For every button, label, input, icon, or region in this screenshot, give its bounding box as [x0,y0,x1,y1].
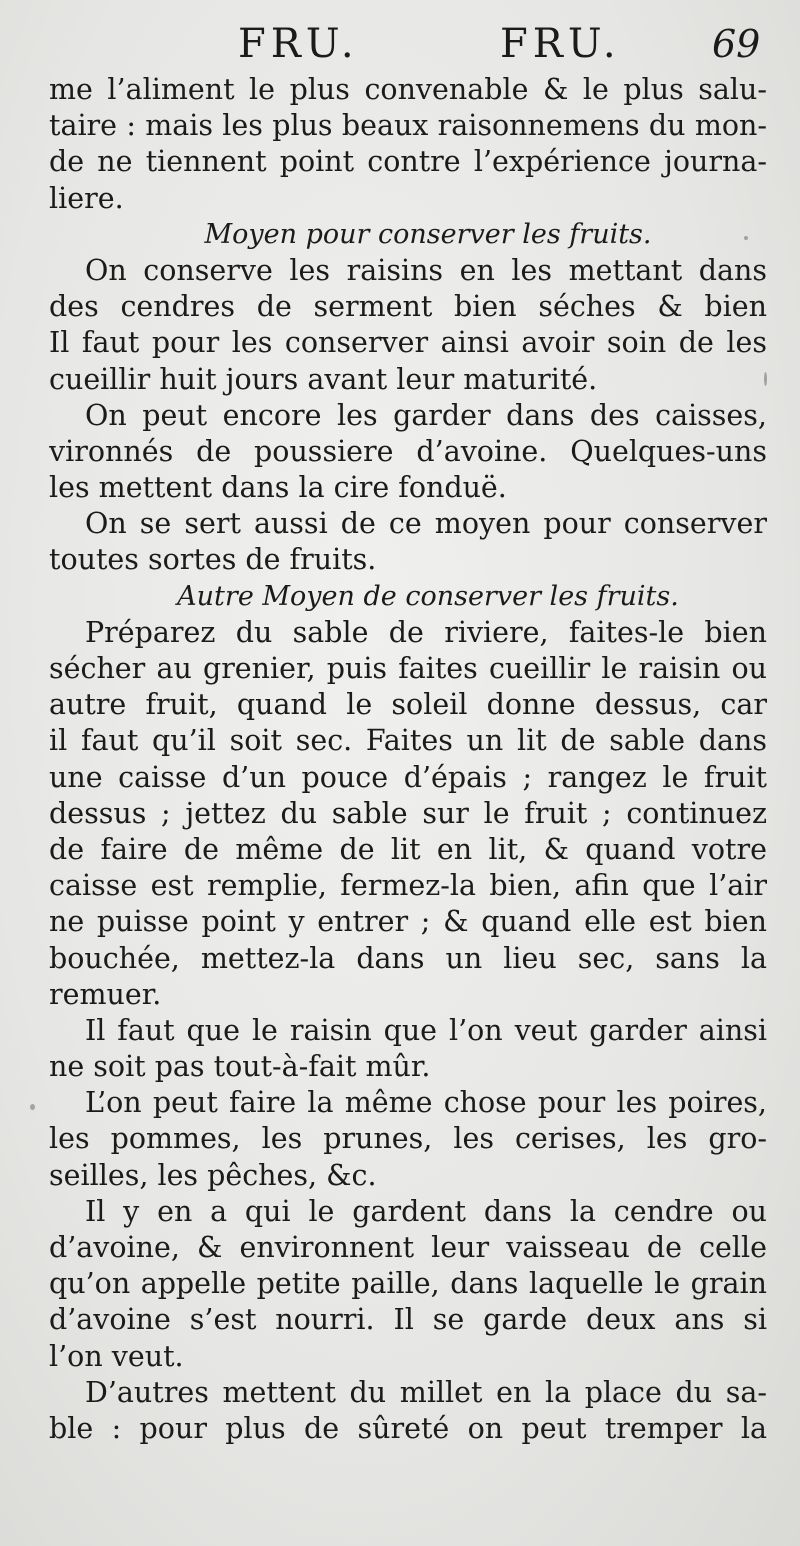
text-line: On conserve les raisins en les mettant dans [85,253,767,287]
text-line: ble : pour plus de sûreté on peut tremper la [49,1411,767,1445]
text-line: ne puisse point y entrer ; & quand elle est bien [49,905,767,939]
page-number: 69 [712,22,761,66]
text-line: de faire de même de lit en lit, & quand votre [49,832,767,866]
text-line: il faut qu’il soit sec. Faites un lit de sable dans [49,724,767,758]
text-line: l’on veut. [49,1339,184,1373]
text-line: D’autres mettent du millet en la place du sa- [85,1375,767,1409]
text-line: toutes sortes de fruits. [49,543,377,577]
header-right: FRU. [500,21,621,67]
text-line: liere. [49,181,124,215]
text-line: Il faut pour les conserver ainsi avoir soin de les [49,326,767,360]
page-body [49,72,767,1447]
running-header [0,14,800,74]
text-line: cueillir huit jours avant leur maturité. [49,362,598,396]
section-heading: Autre Moyen de conserver les fruits. [177,580,679,612]
ink-speck [764,372,767,386]
text-line: vironnés de poussiere d’avoine. Quelques-uns [49,434,767,468]
text-line: On se sert aussi de ce moyen pour conserver [85,507,767,541]
text-line: de ne tiennent point contre l’expérience journa- [49,145,767,179]
text-line: dessus ; jettez du sable sur le fruit ; continuez [49,796,767,830]
ink-speck [744,236,748,240]
text-line: les pommes, les prunes, les cerises, les gro- [49,1122,767,1156]
text-line: autre fruit, quand le soleil donne dessus, car [49,688,767,722]
text-line: taire : mais les plus beaux raisonnemens du mon- [49,109,767,143]
text-line: Préparez du sable de riviere, faites-le bien [85,615,767,649]
text-line: ne soit pas tout-à-fait mûr. [49,1050,431,1084]
text-line: qu’on appelle petite paille, dans laquelle le grain [49,1267,767,1301]
text-line: Il faut que le raisin que l’on veut garder ainsi [85,1013,767,1047]
text-line: seilles, les pêches, &c. [49,1158,377,1192]
text-line: d’avoine s’est nourri. Il se garde deux ans si [49,1303,767,1337]
text-line: sécher au grenier, puis faites cueillir le raisin ou [49,652,767,685]
text-line: L’on peut faire la même chose pour les poires, [85,1086,767,1120]
ink-speck [30,1104,35,1110]
text-line: des cendres de serment bien séches & bien [49,290,767,324]
text-line: On peut encore les garder dans des caisses, [85,398,767,432]
text-line: les mettent dans la cire fonduë. [49,471,507,505]
text-line: bouchée, mettez-la dans un lieu sec, sans la [49,941,767,975]
text-line: d’avoine, & environnent leur vaisseau de celle [49,1231,767,1264]
text-line: me l’aliment le plus convenable & le plus salu- [49,73,767,106]
section-heading: Moyen pour conserver les fruits. [204,218,652,250]
text-line: une caisse d’un pouce d’épais ; rangez le fruit [49,760,767,794]
text-line: caisse est remplie, fermez-la bien, afin que l’air [49,869,767,903]
text-line: remuer. [49,977,162,1011]
text-line: Il y en a qui le gardent dans la cendre ou [85,1194,767,1228]
header-left: FRU. [238,21,359,67]
